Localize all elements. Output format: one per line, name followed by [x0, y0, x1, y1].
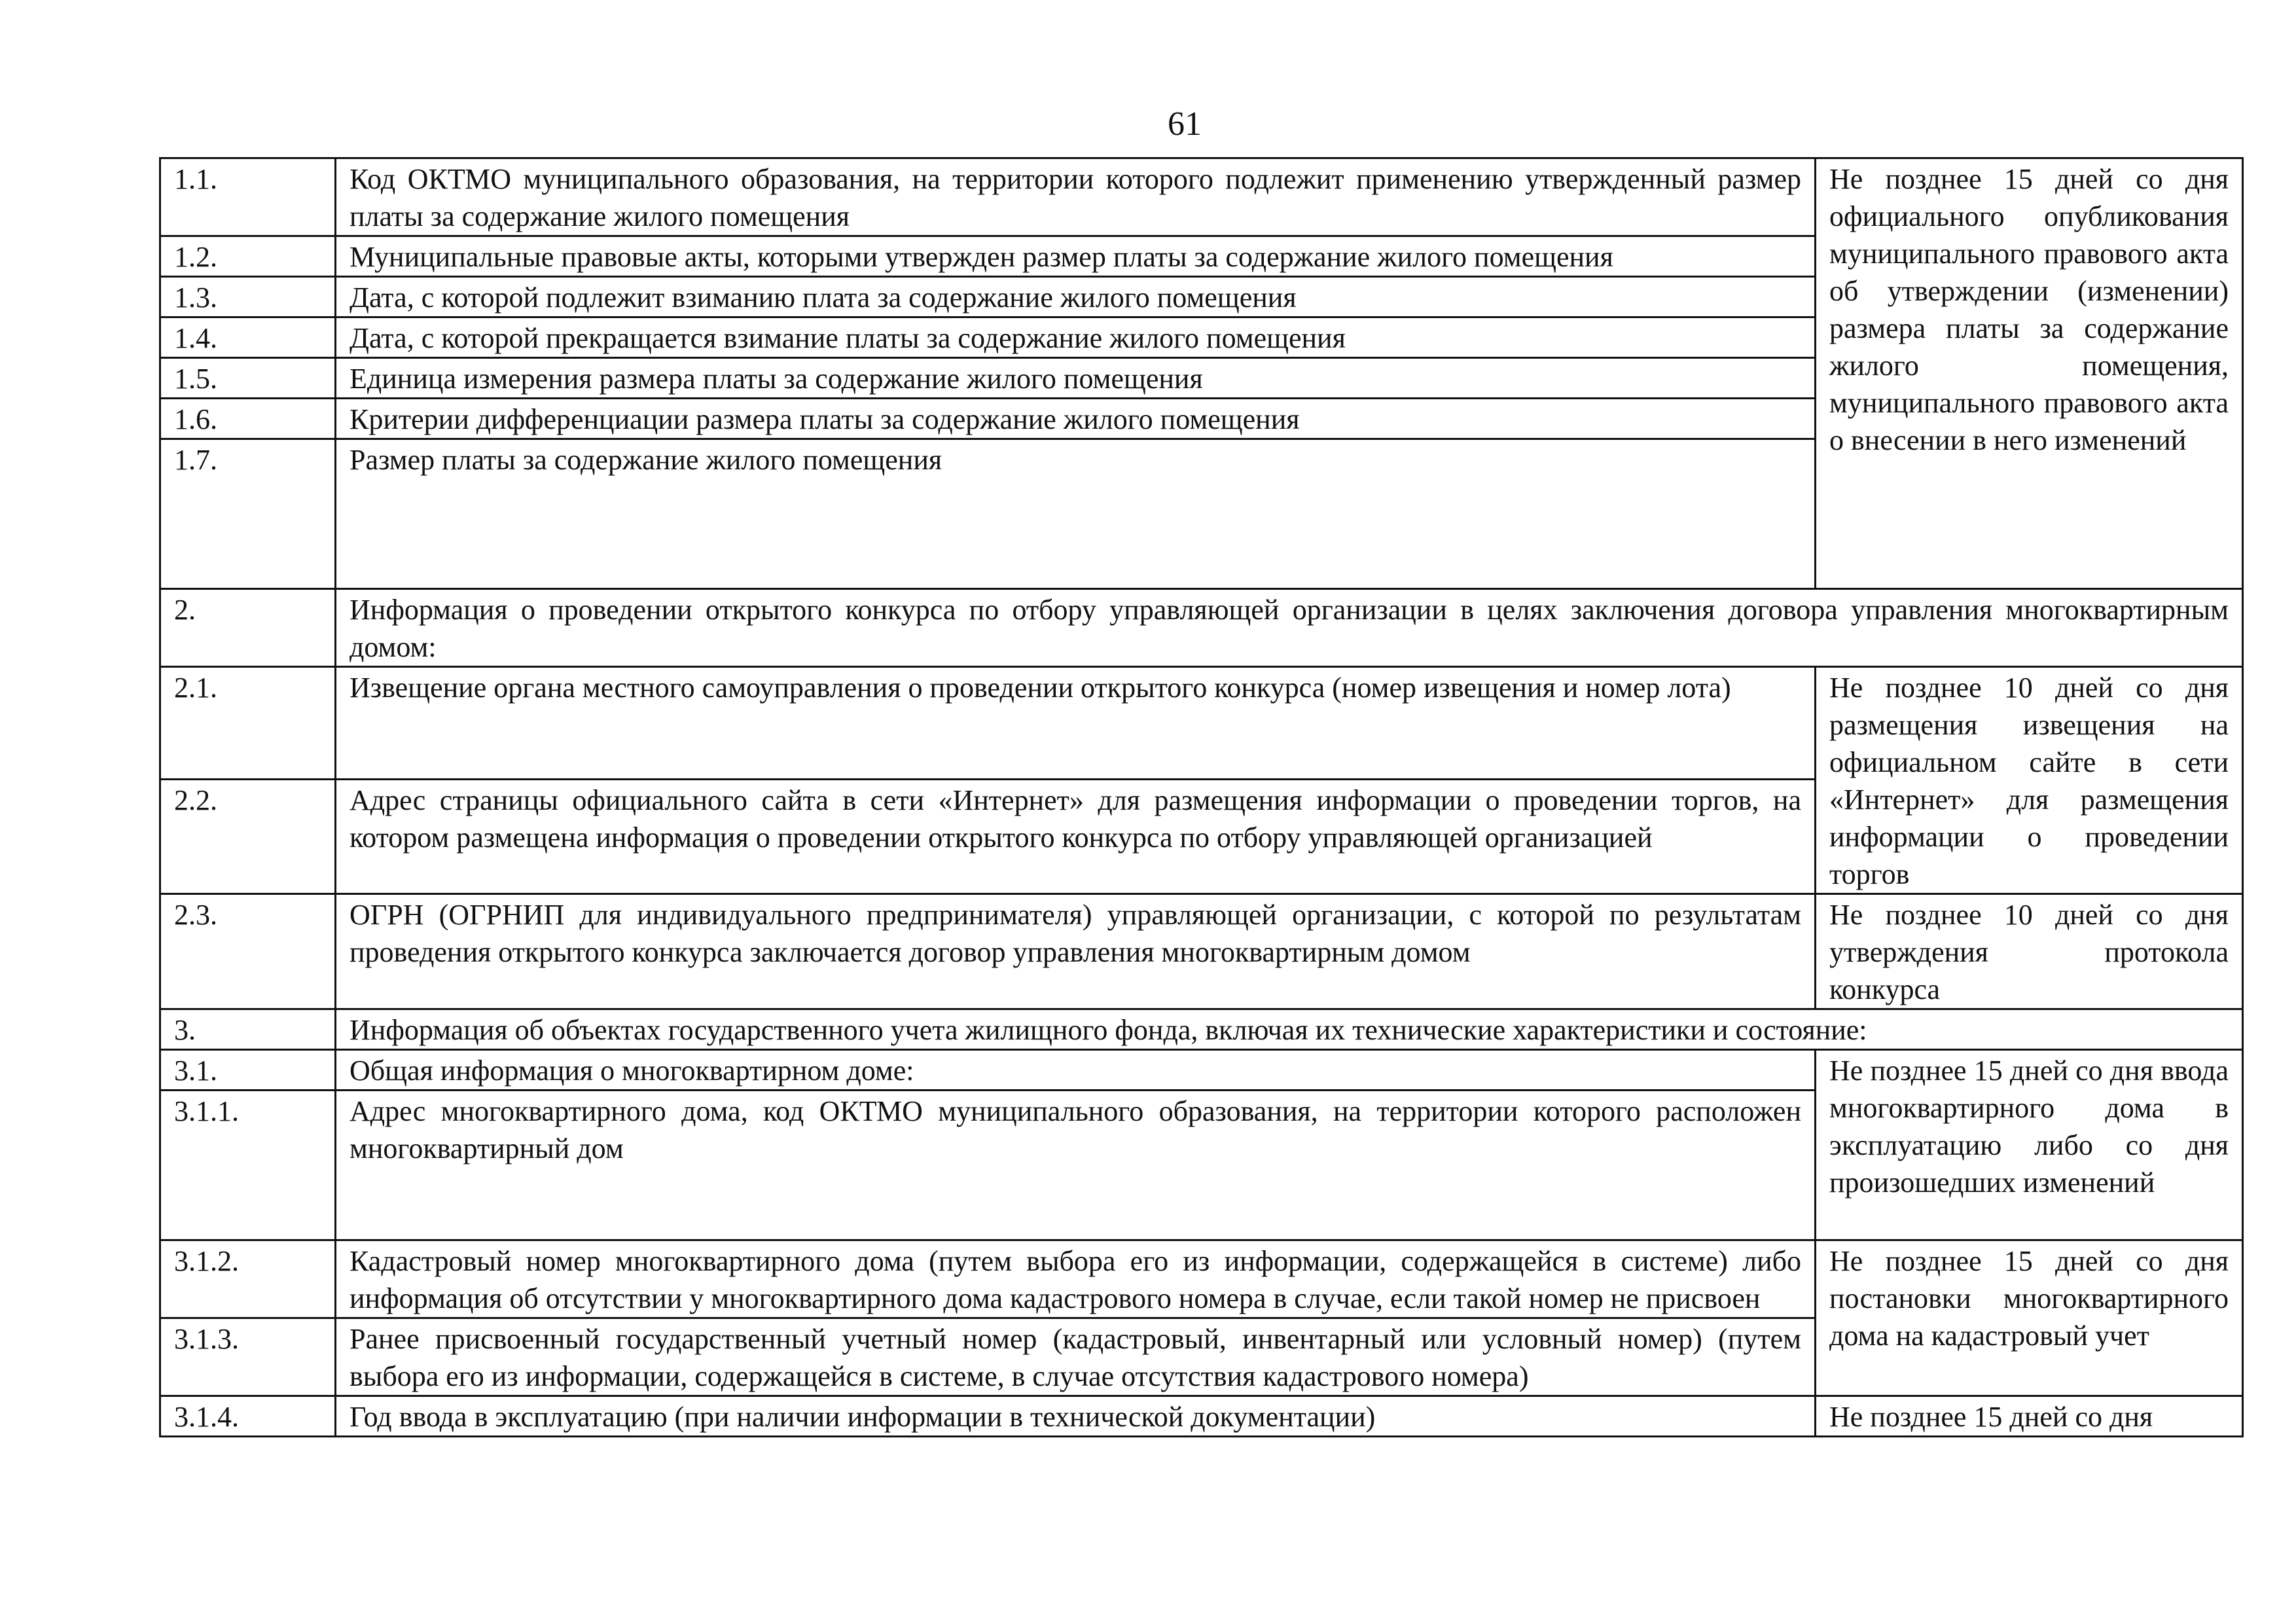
table-row	[160, 894, 2243, 1009]
row-number: 3.1.1.	[160, 1091, 336, 1240]
table-row	[160, 667, 2243, 780]
deadline-cell: Не позднее 15 дней со дня официального опубликования муниципального правового акта об утверждении (изменении) размера платы за содержание жилого помещения, муниципального правового акта о внесении в него изменений	[1816, 158, 2243, 589]
row-number: 3.1.	[160, 1050, 336, 1091]
row-number: 1.6.	[160, 399, 336, 439]
table-row	[160, 1396, 2243, 1437]
row-description: Общая информация о многоквартирном доме:	[336, 1050, 1816, 1091]
row-description: Кадастровый номер многоквартирного дома (путем выбора его из информации, содержащейся в системе) либо информация об отсутствии у многоквартирного дома кадастрового номера в случае, если такой номер не присвоен	[336, 1240, 1816, 1318]
row-number: 3.1.2.	[160, 1240, 336, 1318]
row-description: Ранее присвоенный государственный учетный номер (кадастровый, инвентарный или условный номер) (путем выбора его из информации, содержащейся в системе, в случае отсутствия кадастрового номера)	[336, 1318, 1816, 1396]
deadline-cell: Не позднее 15 дней со дня ввода многоквартирного дома в эксплуатацию либо со дня произошедших изменений	[1816, 1050, 2243, 1240]
row-number: 2.2.	[160, 780, 336, 894]
row-number: 1.3.	[160, 277, 336, 317]
section-heading: Информация о проведении открытого конкурса по отбору управляющей организации в целях заключения договора управления многоквартирным домом:	[336, 589, 2243, 667]
row-description: Год ввода в эксплуатацию (при наличии информации в технической документации)	[336, 1396, 1816, 1437]
row-description: Адрес многоквартирного дома, код ОКТМО муниципального образования, на территории которого расположен многоквартирный дом	[336, 1091, 1816, 1240]
deadline-cell: Не позднее 15 дней со дня	[1816, 1396, 2243, 1437]
row-description: Дата, с которой подлежит взиманию плата за содержание жилого помещения	[336, 277, 1816, 317]
row-description: Код ОКТМО муниципального образования, на территории которого подлежит применению утвержденный размер платы за содержание жилого помещения	[336, 158, 1816, 236]
row-description: Единица измерения размера платы за содержание жилого помещения	[336, 358, 1816, 399]
section-heading: Информация об объектах государственного учета жилищного фонда, включая их технические характеристики и состояние:	[336, 1009, 2243, 1050]
row-number: 1.5.	[160, 358, 336, 399]
section-row	[160, 1009, 2243, 1050]
row-number: 1.2.	[160, 236, 336, 277]
section-row	[160, 589, 2243, 667]
row-description: Дата, с которой прекращается взимание платы за содержание жилого помещения	[336, 317, 1816, 358]
row-number: 2.1.	[160, 667, 336, 780]
row-description: Адрес страницы официального сайта в сети «Интернет» для размещения информации о проведении торгов, на котором размещена информация о проведении открытого конкурса по отбору управляющей организацией	[336, 780, 1816, 894]
row-number: 1.7.	[160, 439, 336, 589]
row-number: 3.1.4.	[160, 1396, 336, 1437]
row-number: 1.1.	[160, 158, 336, 236]
requirements-table	[159, 157, 2244, 1437]
table-row	[160, 1240, 2243, 1318]
deadline-cell: Не позднее 15 дней со дня постановки многоквартирного дома на кадастровый учет	[1816, 1240, 2243, 1396]
row-description: Извещение органа местного самоуправления о проведении открытого конкурса (номер извещения и номер лота)	[336, 667, 1816, 780]
deadline-cell: Не позднее 10 дней со дня утверждения протокола конкурса	[1816, 894, 2243, 1009]
page-number: 61	[1168, 105, 1202, 143]
table-row	[160, 158, 2243, 236]
row-description: Муниципальные правовые акты, которыми утвержден размер платы за содержание жилого помещения	[336, 236, 1816, 277]
row-description: Размер платы за содержание жилого помещения	[336, 439, 1816, 589]
row-number: 1.4.	[160, 317, 336, 358]
deadline-cell: Не позднее 10 дней со дня размещения извещения на официальном сайте в сети «Интернет» для размещения информации о проведении торгов	[1816, 667, 2243, 894]
table-row	[160, 1050, 2243, 1091]
row-number: 3.	[160, 1009, 336, 1050]
row-number: 2.3.	[160, 894, 336, 1009]
row-description: ОГРН (ОГРНИП для индивидуального предпринимателя) управляющей организации, с которой по результатам проведения открытого конкурса заключается договор управления многоквартирным домом	[336, 894, 1816, 1009]
row-number: 2.	[160, 589, 336, 667]
row-number: 3.1.3.	[160, 1318, 336, 1396]
row-description: Критерии дифференциации размера платы за содержание жилого помещения	[336, 399, 1816, 439]
